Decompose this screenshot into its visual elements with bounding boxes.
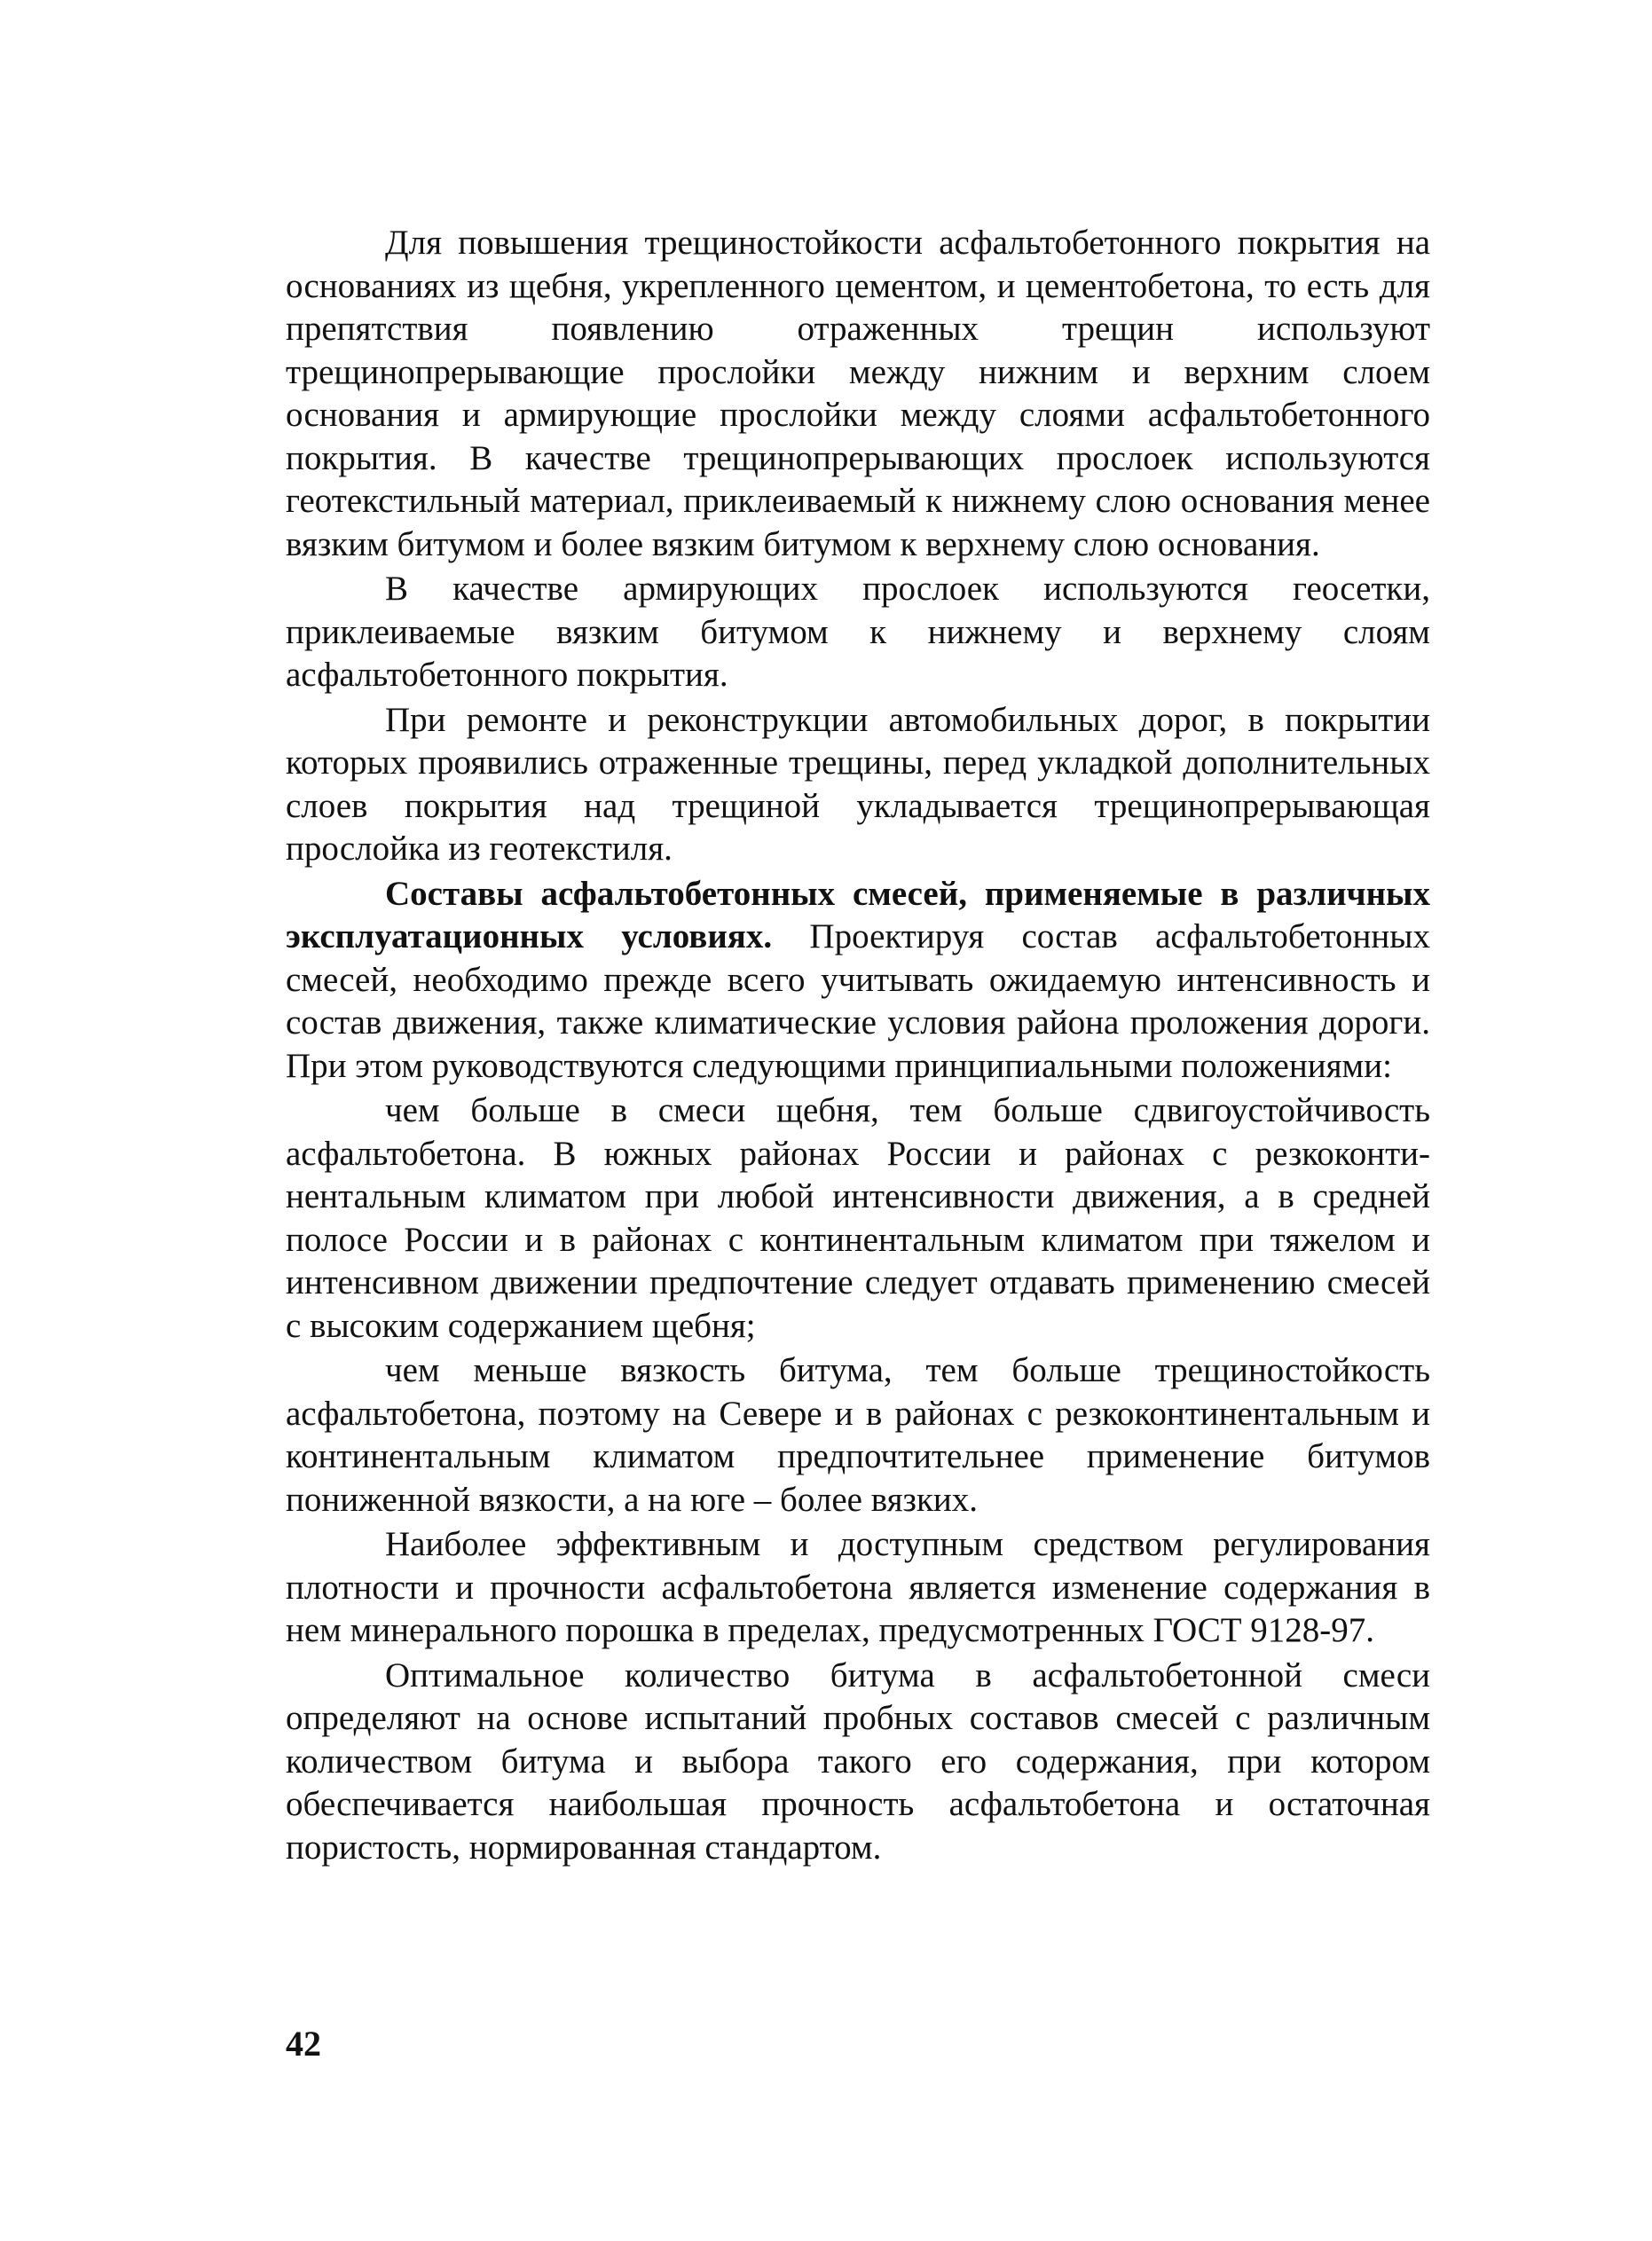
page-number: 42 xyxy=(286,2024,321,2064)
list-item: чем больше в смеси щебня, тем больше сдвигоустойчивость асфальтобетона. В южных районах России и районах с резкоконтинентальным климатом при любой интенсивности движения, а в средней полосе России и в районах с континентальным климатом при тяжелом и интенсивном движении предпочтение следует отдавать применению смесей с высоким содержанием щебня; xyxy=(286,1091,1430,1345)
list-item: чем меньше вязкость битума, тем больше трещиностойкость асфальтобетона, поэтому на Севере и в районах с резкоконтинентальным и континентальным климатом предпочтительнее применение битумов пониженной вязкости, а на юге – более вязких. xyxy=(286,1351,1430,1519)
paragraph: Наиболее эффективным и доступным средством регулирования плотности и прочности асфальтобетона является изменение содержания в нем минерального порошка в пределах, предусмотренных ГОСТ 9128-97. xyxy=(286,1525,1430,1649)
section-text: Проектируя состав асфальтобетонных смесей, необходимо прежде всего учитывать ожидаемую интенсивность и состав движения, также климатические условия района проложения дороги. При этом руководствуются следующими принципиальными положениями: xyxy=(286,917,1430,1085)
paragraph: В качестве армирующих прослоек используются геосетки, приклеиваемые вязким битумом к нижнему и верхнему слоям асфальтобетонного покрытия. xyxy=(286,570,1430,694)
section-heading: Составы асфальтобетонных смесей, применяемые в различных эксплуатационных условиях. xyxy=(286,874,1430,955)
paragraph: При ремонте и реконструкции автомобильных дорог, в покрытии которых проявились отраженные трещины, перед укладкой дополнительных слоев покрытия над трещиной укладывается трещинопрерывающая прослойка из геотекстиля. xyxy=(286,700,1430,868)
paragraph: Для повышения трещиностойкости асфальтобетонного покрытия на основаниях из щебня, укрепленного цементом, и цементобетона, то есть для препятствия появлению отраженных трещин используют трещинопрерывающие прослойки между нижним и верхним слоем основания и армирующие прослойки между слоями асфальтобетонного покрытия. В качестве трещинопрерывающих прослоек используются геотекстильный материал, приклеиваемый к нижнему слою основания менее вязким битумом и более вязким битумом к верхнему слою основания. xyxy=(286,224,1430,563)
section-paragraph xyxy=(286,873,1430,1089)
paragraph: Оптимальное количество битума в асфальтобетонной смеси определяют на основе испытаний пробных составов смесей с различным количеством битума и выбора такого его содержания, при котором обеспечивается наибольшая прочность асфальтобетона и остаточная пористость, нормированная стандартом. xyxy=(286,1655,1430,1867)
body-text xyxy=(286,222,1430,1871)
